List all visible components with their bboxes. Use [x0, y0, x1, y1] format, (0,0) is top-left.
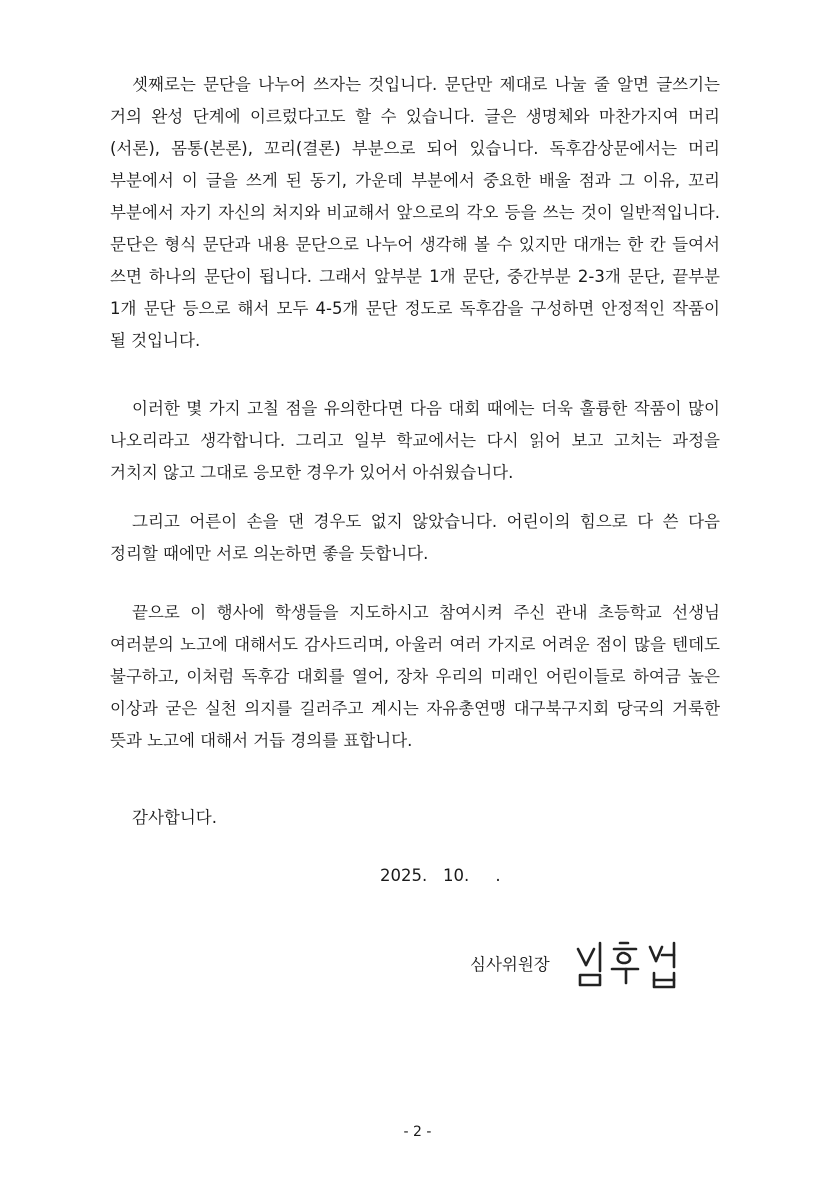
paragraph-adult-involvement: 그리고 어른이 손을 댄 경우도 없지 않았습니다. 어린이의 힘으로 다 쓴 다음 정리할 때에만 서로 의논하면 좋을 듯합니다. — [110, 512, 720, 563]
paragraph-acknowledgements: 끝으로 이 행사에 학생들을 지도하시고 참여시켜 주신 관내 초등학교 선생님 여러분의 노고에 대해서도 감사드리며, 아울러 여러 가지로 어려운 점이 많을 텐데도 불구하고, 이처럼 독후감 대회를 열어, 장차 우리의 미래인 어린이들로 하여금 높은 이상과 굳은 실천 의지를 길러주고 계시는 자유총연맹 대구북구지회 당국의 거룩한 뜻과 노고에 대해서 거듭 경의를 표합니다. — [110, 603, 720, 750]
signer-title: 심사위원장 — [470, 955, 550, 974]
paragraph-improvement-points: 이러한 몇 가지 고칠 점을 유의한다면 다음 대회 때에는 더욱 훌륭한 작품이 많이 나오리라고 생각합니다. 그리고 일부 학교에서는 다시 읽어 보고 고치는 과정을 거치지 않고 그대로 응모한 경우가 있어서 아쉬웠습니다. — [110, 399, 720, 482]
signature-block — [470, 935, 710, 995]
handwritten-signature — [570, 935, 690, 991]
paragraph-thanks: 감사합니다. — [132, 808, 217, 827]
page-number: - 2 - — [403, 1124, 432, 1140]
document-date: 2025. 10. . — [380, 866, 501, 885]
paragraph-paragraphing-advice: 셋째로는 문단을 나누어 쓰자는 것입니다. 문단만 제대로 나눌 줄 알면 글쓰기는 거의 완성 단계에 이르렀다고도 할 수 있습니다. 글은 생명체와 마찬가지여 머리(서론), 몸통(본론), 꼬리(결론) 부분으로 되어 있습니다. 독후감상문에서는 머리 부분에서 이 글을 쓰게 된 동기, 가운데 부분에서 중요한 배울 점과 그 이유, 꼬리 부분에서 자기 자신의 처지와 비교해서 앞으로의 각오 등을 쓰는 것이 일반적입니다. 문단은 형식 문단과 내용 문단으로 나누어 생각해 볼 수 있지만 대개는 한 칸 들여서 쓰면 하나의 문단이 됩니다. 그래서 앞부분 1개 문단, 중간부분 2-3개 문단, 끝부분 1개 문단 등으로 해서 모두 4-5개 문단 정도로 독후감을 구성하면 안정적인 작품이 될 것입니다. — [110, 75, 720, 350]
